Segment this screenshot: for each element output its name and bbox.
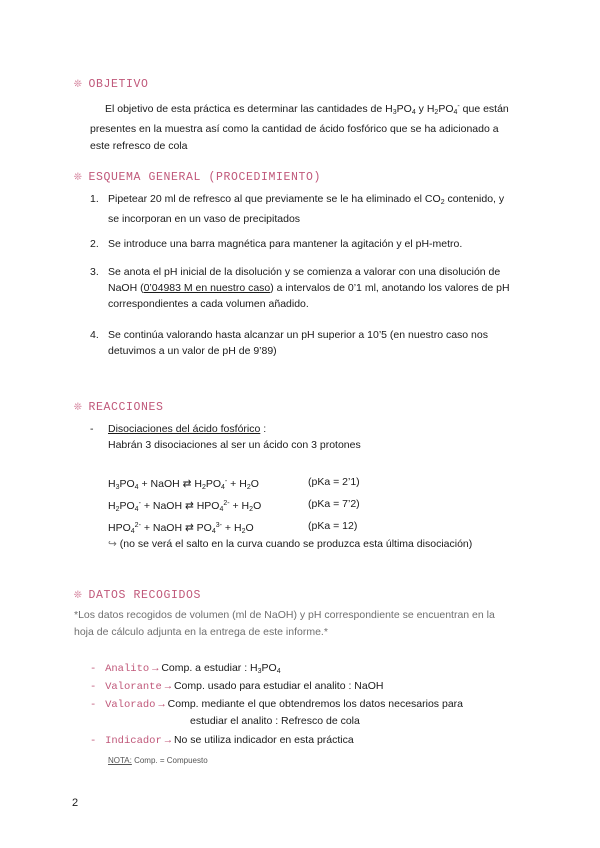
datos-heading: ❊ DATOS RECOGIDOS <box>74 587 201 602</box>
reaction-note: ↪ (no se verá el salto en la curva cuando se produzca esta última disociación) <box>108 538 473 550</box>
def-valorante: - Valorante → Comp. usado para estudiar el analito : NaOH <box>90 680 384 693</box>
objetivo-line-3: este refresco de cola <box>90 140 188 152</box>
step-4: 4. Se continúa valorando hasta alcanzar un pH superior a 10’5 (en nuestro caso nos detuvimos a un valor de pH de 9’89) <box>90 329 488 357</box>
reaction-2: $H_2PO_4^-$ + NaOH ⇄ $HPO_4^{2-} + H_2O$ <box>108 500 262 513</box>
datos-intro: *Los datos recogidos de volumen (ml de NaOH) y pH correspondiente se encuentran en la hoja de cálculo adjunta en la entrega de este informe.* <box>74 609 495 638</box>
def-analito: - Analito → Comp. a estudiar : $H_3PO_4$ <box>90 662 281 675</box>
def-valorado: - Valorado → Comp. mediante el que obtendremos los datos necesarios para estudiar el analito : Refresco de cola <box>90 698 463 727</box>
objetivo-line-2: presentes en la muestra así como la cantidad de ácido fosfórico que se ha adicionado a <box>90 123 499 135</box>
esquema-heading: ❊ ESQUEMA GENERAL (PROCEDIMIENTO) <box>74 169 321 184</box>
naoh-concentration: 0’04983 M en nuestro caso <box>143 282 271 294</box>
reacciones-heading: ❊ REACCIONES <box>74 399 164 414</box>
flower-icon: ❊ <box>74 169 83 184</box>
arrow-right-icon: → <box>164 681 172 693</box>
pka-2: (pKa = 7’2) <box>308 498 360 510</box>
def-indicador: - Indicador → No se utiliza indicador en esta práctica <box>90 734 354 747</box>
objetivo-line-1: El objetivo de esta práctica es determinar las cantidades de $H_3PO_4$ y $H_2PO_4^-$ que están <box>105 103 509 116</box>
arrow-right-icon: → <box>164 735 172 747</box>
flower-icon: ❊ <box>74 76 83 91</box>
step-1: 1. Pipetear 20 ml de refresco al que previamente se le ha eliminado el $CO_2$ contenido, y se incorporan en un vaso de precipitados <box>90 193 505 225</box>
disociaciones-block: - Disociaciones del ácido fosfórico : Habrán 3 disociaciones al ser un ácido con 3 protones <box>90 423 361 451</box>
objetivo-heading: ❊ OBJETIVO <box>74 76 149 91</box>
reaction-1: $H_3PO_4$ + NaOH ⇄ $H_2PO_4^- + H_2O$ <box>108 478 259 491</box>
flower-icon: ❊ <box>74 587 83 602</box>
return-arrow-icon: ↪ <box>108 538 117 550</box>
pka-1: (pKa = 2’1) <box>308 476 360 488</box>
disociaciones-title: Disociaciones del ácido fosfórico <box>108 423 261 435</box>
arrow-right-icon: → <box>158 699 165 711</box>
pka-3: (pKa = 12) <box>308 520 358 532</box>
reaction-3: $HPO_4^{2-}$ + NaOH ⇄ $PO_4^{3-} + H_2O$ <box>108 522 254 535</box>
nota: NOTA: Comp. = Compuesto <box>108 756 208 765</box>
flower-icon: ❊ <box>74 399 83 414</box>
arrow-right-icon: → <box>152 663 159 675</box>
page-number: 2 <box>72 797 79 809</box>
step-2: 2. Se introduce una barra magnética para mantener la agitación y el pH-metro. <box>90 238 463 250</box>
objetivo-paragraph <box>90 98 560 155</box>
step-3: 3. Se anota el pH inicial de la disolución y se comienza a valorar con una disolución de NaOH (0’04983 M en nuestro caso) a intervalos de 0’1 ml, anotando los valores de pH correspondientes a cada volumen añadido. <box>90 266 510 310</box>
disociaciones-subtitle: Habrán 3 disociaciones al ser un ácido con 3 protones <box>108 439 361 451</box>
